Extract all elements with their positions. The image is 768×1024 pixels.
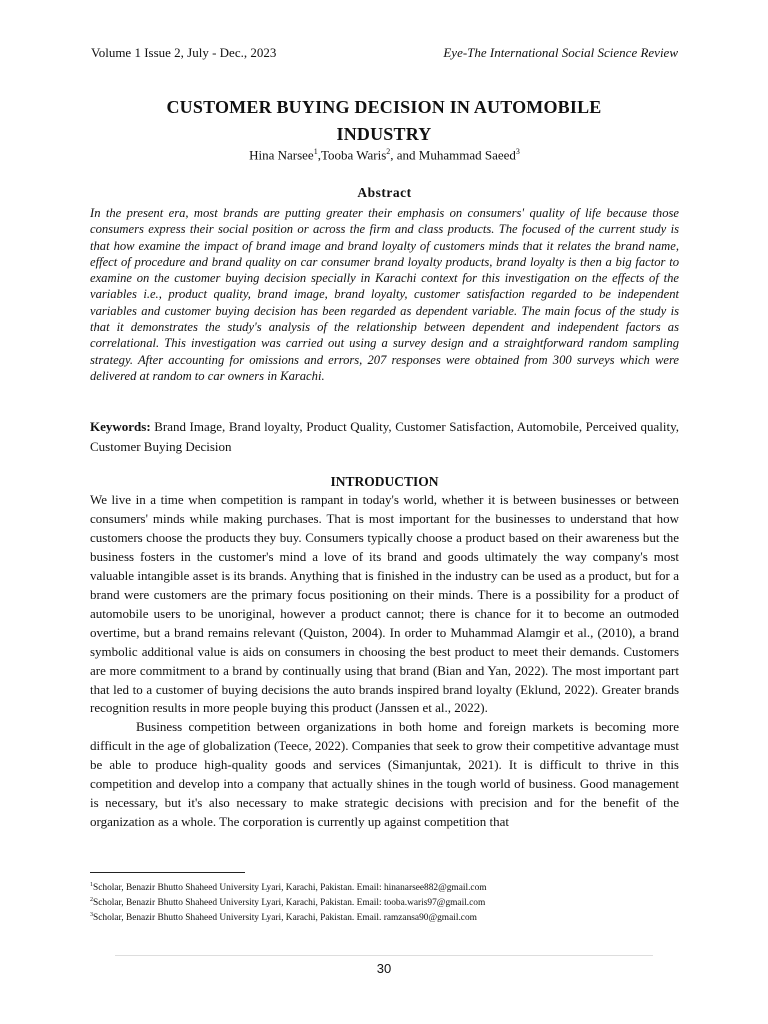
- footnote-text: Scholar, Benazir Bhutto Shaheed University Lyari, Karachi, Pakistan. Email: hinanarsee882@gmail.com: [93, 883, 487, 894]
- volume-info: Volume 1 Issue 2, July - Dec., 2023: [91, 45, 277, 60]
- keywords-label: Keywords:: [90, 419, 151, 434]
- page-number: 30: [376, 961, 392, 976]
- author-name: Tooba Waris: [320, 147, 387, 163]
- author-list: [91, 147, 678, 163]
- author-separator: , and: [390, 147, 419, 163]
- paper-title: [130, 94, 638, 148]
- page-divider: [115, 955, 653, 956]
- footnote-mark: 1: [90, 882, 93, 888]
- author-name: Hina Narsee: [249, 147, 314, 163]
- footnote-mark: 2: [90, 897, 93, 904]
- footnote: [90, 879, 679, 894]
- introduction-heading: INTRODUCTION: [330, 474, 439, 489]
- author-mark: 2: [386, 147, 391, 156]
- footnote-text: Scholar, Benazir Bhutto Shaheed University Lyari, Karachi, Pakistan. Email. ramzansa90@gmail.com: [93, 913, 477, 924]
- journal-name: Eye-The International Social Science Review: [443, 45, 678, 60]
- author-separator: ,: [317, 147, 321, 163]
- footnote: [90, 894, 679, 909]
- paragraph: We live in a time when competition is rampant in today's world, whether it is between businesses or between consumers' minds while making purchases. That is most important for the businesses to understand that how customers choose the products they buy. Consumers typically choose a product based on their awareness but the business fosters in the customer's mind a love of its brand and goods ultimately the way company's most valuable intangible asset is its brands. Anything that is finished in the industry can be used as a product, but for a brand were customers are the primary focus positioning on their minds. There is a possibility for a product of automobile users to be unoriginal, however a product cannot; there is chance for it to become an outmoded overtime, but a brand remains relevant (Quiston, 2004). In order to Muhammad Alamgir et al., (2010), a brand symbolic additional value is aids on consumers in choosing the best product to meet their demands. Customers are more commitment to a brand by continually using that brand (Bian and Yan, 2022). The most important part that led to a customer of buying decisions the auto brands inspired brand loyalty (Eklund, 2022). Greater brands recognition results in more people buying this product (Janssen et al., 2022).: [90, 492, 679, 716]
- title-line-1: CUSTOMER BUYING DECISION IN AUTOMOBILE: [166, 97, 602, 117]
- paragraph: Business competition between organizations in both home and foreign markets is becoming more difficult in the age of globalization (Teece, 2022). Companies that seek to grow their competitive advantage must be able to produce high-quality goods and services (Simanjuntak, 2021). It is difficult to thrive in this competition and develop into a company that actually shines in the tough world of business. Good management is necessary, but it's also necessary to make strategic decisions with precision and for the benefit of the organization as a whole. The corporation is currently up against competition that: [90, 719, 679, 830]
- author-mark: 3: [515, 147, 520, 156]
- footnote-text: Scholar, Benazir Bhutto Shaheed University Lyari, Karachi, Pakistan. Email: tooba.waris97@gmail.com: [93, 898, 486, 909]
- keywords: [90, 417, 679, 457]
- footnote: [90, 909, 679, 924]
- footnote-mark: 3: [90, 912, 93, 919]
- title-line-2: INDUSTRY: [336, 124, 432, 144]
- keywords-list: Brand Image, Brand loyalty, Product Quality, Customer Satisfaction, Automobile, Perceived quality, Customer Buying Decision: [90, 419, 679, 454]
- footnote-divider: [90, 872, 245, 873]
- body-text: [90, 491, 679, 832]
- author-mark: 1: [313, 147, 318, 156]
- running-header: [91, 45, 678, 61]
- abstract-heading: Abstract: [357, 185, 412, 200]
- author-name: Muhammad Saeed: [418, 147, 516, 163]
- abstract-text: In the present era, most brands are putting greater their emphasis on consumers' quality of life because those consumers express their social position or across the firm and class products. The focused of the current study is that how examine the impact of brand image and brand loyalty of customers minds that it relates the brand name, effect of procedure and brand quality on car consumer brand loyalty products, brand loyalty is then a big factor to examine on the customer buying decision specially in Karachi context for this investigation on the effects of the variables i.e., product quality, brand image, brand loyalty, customer satisfaction regarded to be independent variables and customer buying decision has been regarded as dependent variable. The main focus of the study is that it demonstrates the study's analysis of the relationship between dependent and independent factors as correlational. This investigation was carried out using a survey design and a straightforward random sampling strategy. After accounting for omissions and errors, 207 responses were obtained from 300 surveys which were delivered at random to car owners in Karachi.: [90, 206, 679, 383]
- footnotes: [90, 879, 679, 924]
